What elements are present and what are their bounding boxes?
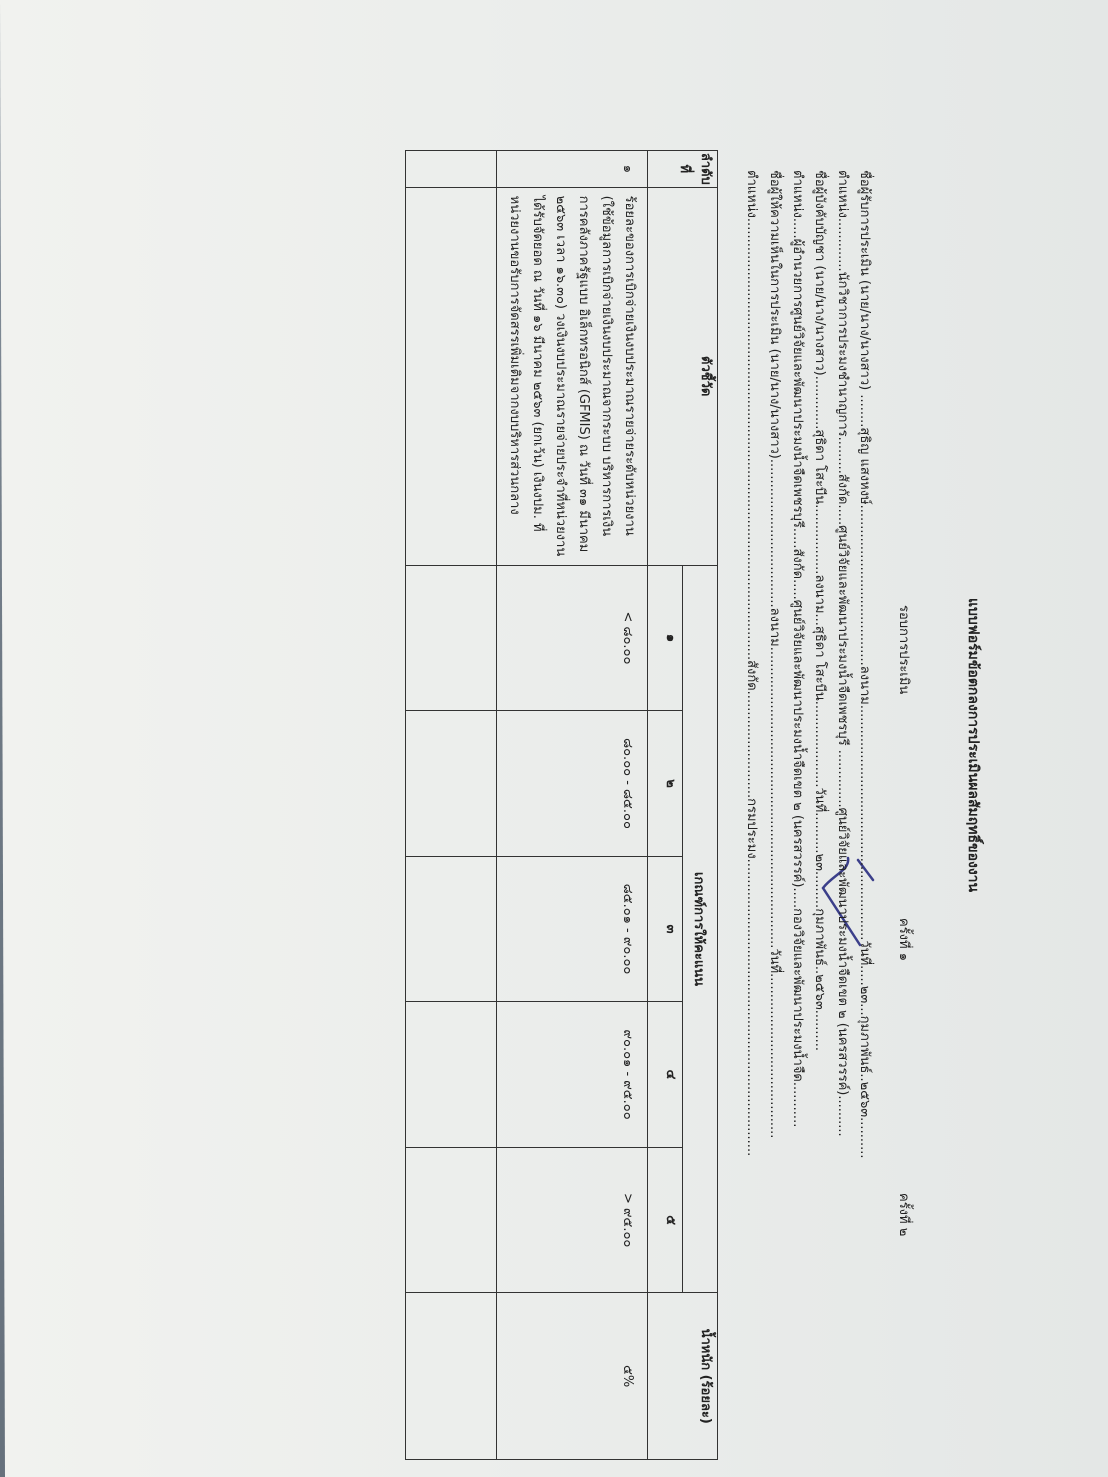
empty-cell <box>406 1002 497 1148</box>
level-5: ๕ <box>648 1147 683 1293</box>
indicator-text: ร้อยละของการเบิกจ่ายเงินงบประมาณรายจ่ายระดับหน่วยงาน (ใช้ข้อมูลการเบิกจ่ายเงินงบประมาณจากระบบ บริหารการเงินการคลังภาครัฐแบบ อิเล็กทรอนิกส์ (GFMIS) ณ วันที่ ๓๑ มีนาคม ๒๕๖๓ เวลา ๑๖.๓๐) วงเงินงบประมาณรายจ่ายประจำที่หน่วยงานได้รับจัดยอด ณ วันที่ ๑๖ มีนาคม ๒๕๖๓ (ยกเว้น) เงินงปม. ที่หน่วยงานขอรับการจัดสรรเพิ่มเติมจากงบบริหารส่วนกลาง <box>507 195 637 557</box>
score-cell-1 <box>497 565 648 711</box>
score-cell-3 <box>497 856 648 1002</box>
round-2: ครั้งที่ ๒ <box>896 1193 911 1237</box>
empty-cell <box>406 151 497 188</box>
header-no: ลำดับที่ <box>648 151 718 188</box>
table-row <box>497 151 648 1460</box>
weight-cell <box>497 1293 648 1460</box>
score-5: > ๙๕.๐๐ <box>620 1192 635 1248</box>
score-1: < ๘๐.๐๐ <box>620 611 635 665</box>
weight-value: ๕% <box>620 1365 635 1388</box>
score-cell-4 <box>497 1002 648 1148</box>
score-4: ๙๐.๐๑ - ๙๕.๐๐ <box>620 1029 635 1120</box>
level-3: ๓ <box>648 856 683 1002</box>
level-2: ๒ <box>648 711 683 857</box>
empty-cell <box>406 565 497 711</box>
score-2: ๘๐.๐๐ - ๘๕.๐๐ <box>620 738 635 829</box>
level-4: ๔ <box>648 1002 683 1148</box>
score-3: ๘๕.๐๑ - ๙๐.๐๐ <box>620 883 635 975</box>
commenter-name-line: ชื่อผู้ให้ความเห็นในการประเมิน (นาย/นาง/นางสาว)....................................ลงนาม.........................................................................วันที่........................................ <box>767 170 782 1139</box>
empty-cell <box>406 856 497 1002</box>
header-indicator: ตัวชี้วัด <box>648 187 718 565</box>
empty-cell <box>406 187 497 565</box>
level-1: ๑ <box>648 565 683 711</box>
evaluatee-position-line: ตำแหน่ง.............นักวิชาการประมงชำนาญการ.........สังกัด.....ศูนย์วิจัยและพัฒนาประมงน้ำจืดเพชรบุรี ..............ศูนย์วิจัยและพัฒนาประมงน้ำจืดเขต ๒ (นครสวรรค์).......... <box>835 170 850 1137</box>
row-no-text: ๑ <box>620 164 635 173</box>
table-row-empty <box>406 151 497 1460</box>
empty-cell <box>406 711 497 857</box>
evaluatee-name-line: ชื่อผู้รับการประเมิน (นาย/นาง/นางสาว) ........สุธิญ แสงหงษ์.......................................ลงนาม.........................................................วันที่.....๒๓...กุมภาพันธ์..๒๕๖๓.......... <box>857 170 872 1159</box>
evaluation-round-label: รอบการประเมิน <box>896 605 911 695</box>
supervisor-position-line: ตำแหน่ง.....ผู้อำนวยการศูนย์วิจัยและพัฒนาประมงน้ำจืดเพชรบุรี.....สังกัด.....ศูนย์วิจัยและพัฒนาประมงน้ำจืดเขต ๒ (นครสวรรค์).....กองวิจัยและพัฒนาประมงน้ำจืด........... <box>790 170 805 1128</box>
table-header-row <box>683 151 718 1460</box>
row-no <box>497 151 648 188</box>
header-weight: น้ำหนัก (ร้อยละ) <box>648 1293 718 1460</box>
header-criteria: เกณฑ์การให้คะแนน <box>683 565 718 1293</box>
commenter-position-line: ตำแหน่ง...........................................................................................................สังกัด..........................กรมประมง........................................................................ <box>744 170 759 1157</box>
empty-cell <box>406 1147 497 1293</box>
empty-cell <box>406 1293 497 1460</box>
score-cell-5 <box>497 1147 648 1293</box>
criteria-table <box>405 150 718 1460</box>
round-1: ครั้งที่ ๑ <box>896 918 911 961</box>
row-indicator <box>497 187 648 565</box>
form-title: แบบฟอร์มข้อตกลงการประเมินผลสัมฤทธิ์ของงาน <box>965 598 981 893</box>
score-cell-2 <box>497 711 648 857</box>
supervisor-name-line: ชื่อผู้บังคับบัญชา (นาย/นาง/นางสาว).............สุธิดา โสะบีน.................ลงนาม...สุธิดา โสะบีน.....................วันที่..........๒๓.........กุมภาพันธ์..๒๕๖๓.......... <box>812 170 827 1052</box>
